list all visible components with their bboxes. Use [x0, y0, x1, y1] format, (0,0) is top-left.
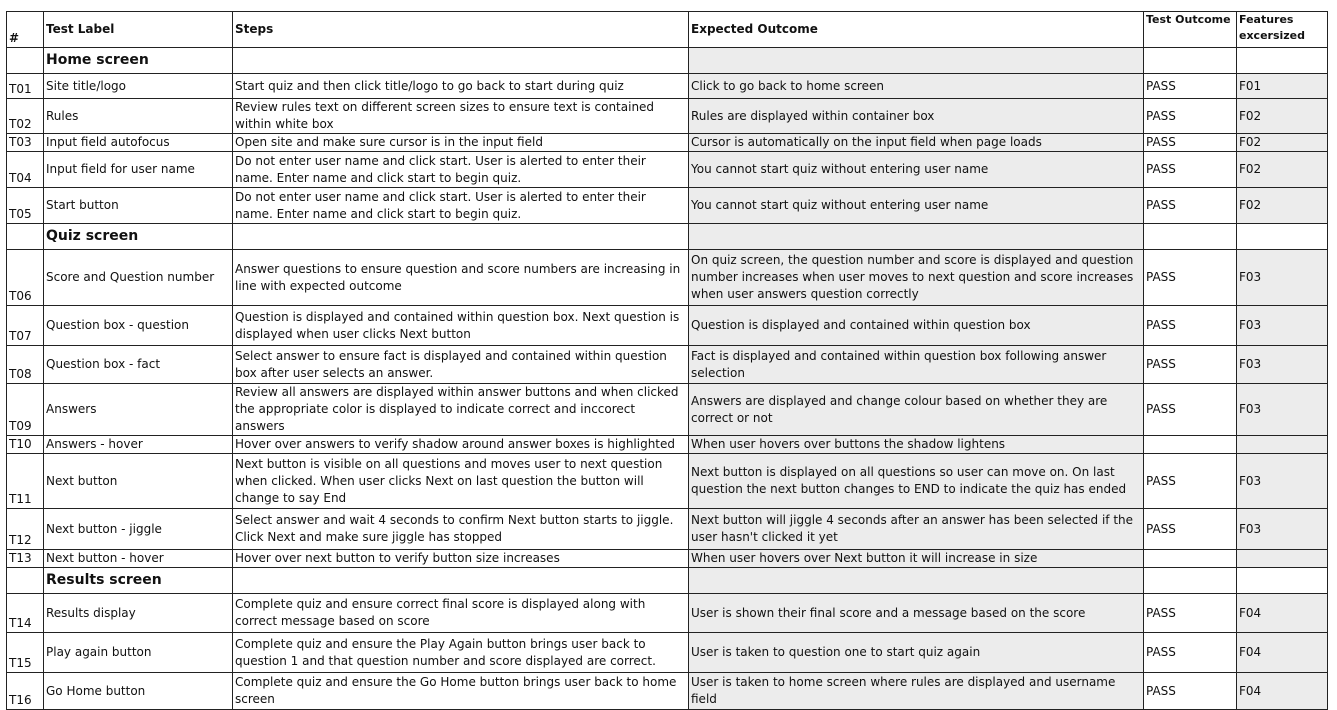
table-row — [7, 384, 1328, 436]
section-empty-cell — [1237, 568, 1328, 594]
section-header-row — [7, 48, 1328, 74]
cell-features: F04 — [1237, 594, 1328, 633]
section-empty-cell — [1237, 224, 1328, 250]
cell-test-label: Site title/logo — [44, 74, 233, 99]
cell-expected-outcome: Fact is displayed and contained within question box following answer selection — [689, 346, 1144, 384]
cell-expected-outcome: You cannot start quiz without entering user name — [689, 188, 1144, 224]
cell-test-outcome — [1144, 550, 1237, 568]
section-empty-cell — [233, 568, 689, 594]
section-empty-cell — [1144, 48, 1237, 74]
cell-test-id: T06 — [7, 250, 44, 306]
cell-features — [1237, 550, 1328, 568]
cell-test-label: Go Home button — [44, 673, 233, 710]
cell-test-id: T14 — [7, 594, 44, 633]
cell-expected-outcome: Cursor is automatically on the input field when page loads — [689, 134, 1144, 152]
cell-test-outcome: PASS — [1144, 306, 1237, 346]
table-row — [7, 436, 1328, 454]
test-plan-table — [6, 11, 1328, 710]
cell-test-id: T13 — [7, 550, 44, 568]
table-row — [7, 134, 1328, 152]
cell-test-label: Start button — [44, 188, 233, 224]
table-row — [7, 250, 1328, 306]
cell-expected-outcome: Answers are displayed and change colour based on whether they are correct or not — [689, 384, 1144, 436]
cell-test-id: T01 — [7, 74, 44, 99]
cell-steps: Complete quiz and ensure the Play Again button brings user back to question 1 and that question number and score displayed are correct. — [233, 633, 689, 673]
cell-expected-outcome: User is taken to question one to start quiz again — [689, 633, 1144, 673]
cell-test-label: Score and Question number — [44, 250, 233, 306]
cell-features: F03 — [1237, 384, 1328, 436]
cell-expected-outcome: User is taken to home screen where rules are displayed and username field — [689, 673, 1144, 710]
section-empty-cell — [7, 48, 44, 74]
cell-test-label: Next button - hover — [44, 550, 233, 568]
cell-test-label: Question box - fact — [44, 346, 233, 384]
table-row — [7, 99, 1328, 134]
section-header-row — [7, 224, 1328, 250]
cell-steps: Open site and make sure cursor is in the input field — [233, 134, 689, 152]
cell-test-outcome: PASS — [1144, 134, 1237, 152]
cell-steps: Complete quiz and ensure correct final score is displayed along with correct message based on score — [233, 594, 689, 633]
table-row — [7, 306, 1328, 346]
section-empty-cell — [7, 568, 44, 594]
cell-test-label: Next button — [44, 454, 233, 509]
cell-expected-outcome: Rules are displayed within container box — [689, 99, 1144, 134]
cell-features — [1237, 436, 1328, 454]
cell-steps: Select answer to ensure fact is displayed and contained within question box after user selects an answer. — [233, 346, 689, 384]
cell-test-id: T02 — [7, 99, 44, 134]
cell-test-outcome: PASS — [1144, 74, 1237, 99]
cell-test-id: T09 — [7, 384, 44, 436]
table-row — [7, 346, 1328, 384]
header-test-outcome: Test Outcome — [1144, 12, 1237, 48]
section-title: Quiz screen — [44, 224, 233, 250]
cell-expected-outcome: Click to go back to home screen — [689, 74, 1144, 99]
cell-test-label: Rules — [44, 99, 233, 134]
section-title: Results screen — [44, 568, 233, 594]
cell-test-outcome: PASS — [1144, 99, 1237, 134]
cell-test-outcome: PASS — [1144, 594, 1237, 633]
cell-test-id: T12 — [7, 509, 44, 550]
section-header-row — [7, 568, 1328, 594]
cell-features: F03 — [1237, 306, 1328, 346]
cell-features: F02 — [1237, 188, 1328, 224]
cell-expected-outcome: Next button will jiggle 4 seconds after an answer has been selected if the user hasn't clicked it yet — [689, 509, 1144, 550]
table-body — [7, 48, 1328, 710]
header-steps: Steps — [233, 12, 689, 48]
cell-expected-outcome: Question is displayed and contained within question box — [689, 306, 1144, 346]
cell-steps: Hover over answers to verify shadow around answer boxes is highlighted — [233, 436, 689, 454]
cell-expected-outcome: User is shown their final score and a message based on the score — [689, 594, 1144, 633]
cell-test-id: T05 — [7, 188, 44, 224]
cell-expected-outcome: When user hovers over Next button it will increase in size — [689, 550, 1144, 568]
cell-test-outcome: PASS — [1144, 633, 1237, 673]
cell-test-outcome: PASS — [1144, 454, 1237, 509]
section-empty-cell — [1237, 48, 1328, 74]
cell-features: F01 — [1237, 74, 1328, 99]
cell-test-outcome: PASS — [1144, 384, 1237, 436]
cell-test-id: T04 — [7, 152, 44, 188]
cell-test-id: T16 — [7, 673, 44, 710]
cell-test-label: Answers — [44, 384, 233, 436]
cell-steps: Question is displayed and contained within question box. Next question is displayed when user clicks Next button — [233, 306, 689, 346]
cell-features: F02 — [1237, 99, 1328, 134]
table-row — [7, 188, 1328, 224]
cell-test-label: Question box - question — [44, 306, 233, 346]
section-empty-cell — [689, 568, 1144, 594]
cell-test-id: T10 — [7, 436, 44, 454]
cell-features: F02 — [1237, 152, 1328, 188]
cell-test-label: Input field for user name — [44, 152, 233, 188]
cell-expected-outcome: Next button is displayed on all questions so user can move on. On last question the next button changes to END to indicate the quiz has ended — [689, 454, 1144, 509]
section-empty-cell — [233, 224, 689, 250]
cell-test-outcome: PASS — [1144, 188, 1237, 224]
section-empty-cell — [7, 224, 44, 250]
cell-steps: Do not enter user name and click start. User is alerted to enter their name. Enter name and click start to begin quiz. — [233, 152, 689, 188]
cell-steps: Hover over next button to verify button size increases — [233, 550, 689, 568]
table-row — [7, 550, 1328, 568]
cell-steps: Review all answers are displayed within answer buttons and when clicked the appropriate color is displayed to indicate correct and inccorect answers — [233, 384, 689, 436]
cell-test-id: T11 — [7, 454, 44, 509]
cell-expected-outcome: When user hovers over buttons the shadow lightens — [689, 436, 1144, 454]
cell-steps: Select answer and wait 4 seconds to confirm Next button starts to jiggle. Click Next and make sure jiggle has stopped — [233, 509, 689, 550]
cell-steps: Next button is visible on all questions and moves user to next question when clicked. When user clicks Next on last question the button will change to say End — [233, 454, 689, 509]
section-empty-cell — [689, 48, 1144, 74]
cell-features: F03 — [1237, 454, 1328, 509]
table-row — [7, 454, 1328, 509]
cell-steps: Answer questions to ensure question and score numbers are increasing in line with expected outcome — [233, 250, 689, 306]
cell-features: F03 — [1237, 509, 1328, 550]
cell-test-label: Play again button — [44, 633, 233, 673]
table-row — [7, 509, 1328, 550]
cell-steps: Complete quiz and ensure the Go Home button brings user back to home screen — [233, 673, 689, 710]
header-row — [7, 12, 1328, 48]
cell-features: F04 — [1237, 673, 1328, 710]
cell-steps: Review rules text on different screen sizes to ensure text is contained within white box — [233, 99, 689, 134]
cell-test-id: T08 — [7, 346, 44, 384]
header-num: # — [7, 12, 44, 48]
table-row — [7, 633, 1328, 673]
cell-test-outcome: PASS — [1144, 250, 1237, 306]
table-row — [7, 594, 1328, 633]
table-row — [7, 152, 1328, 188]
cell-features: F02 — [1237, 134, 1328, 152]
cell-test-outcome: PASS — [1144, 673, 1237, 710]
cell-test-id: T07 — [7, 306, 44, 346]
cell-test-outcome — [1144, 436, 1237, 454]
cell-test-outcome: PASS — [1144, 346, 1237, 384]
cell-test-label: Answers - hover — [44, 436, 233, 454]
cell-test-label: Input field autofocus — [44, 134, 233, 152]
cell-features: F03 — [1237, 250, 1328, 306]
cell-expected-outcome: On quiz screen, the question number and score is displayed and question number increases when user moves to next question and score increases when user answers question correctly — [689, 250, 1144, 306]
section-title: Home screen — [44, 48, 233, 74]
cell-steps: Start quiz and then click title/logo to go back to start during quiz — [233, 74, 689, 99]
table-row — [7, 673, 1328, 710]
cell-test-outcome: PASS — [1144, 509, 1237, 550]
cell-test-outcome: PASS — [1144, 152, 1237, 188]
section-empty-cell — [689, 224, 1144, 250]
cell-features: F03 — [1237, 346, 1328, 384]
table-row — [7, 74, 1328, 99]
header-expected-outcome: Expected Outcome — [689, 12, 1144, 48]
header-features: Features excersized — [1237, 12, 1328, 48]
header-test-label: Test Label — [44, 12, 233, 48]
section-empty-cell — [233, 48, 689, 74]
cell-test-id: T03 — [7, 134, 44, 152]
section-empty-cell — [1144, 568, 1237, 594]
section-empty-cell — [1144, 224, 1237, 250]
cell-test-id: T15 — [7, 633, 44, 673]
cell-test-label: Results display — [44, 594, 233, 633]
cell-test-label: Next button - jiggle — [44, 509, 233, 550]
cell-features: F04 — [1237, 633, 1328, 673]
cell-steps: Do not enter user name and click start. User is alerted to enter their name. Enter name and click start to begin quiz. — [233, 188, 689, 224]
cell-expected-outcome: You cannot start quiz without entering user name — [689, 152, 1144, 188]
